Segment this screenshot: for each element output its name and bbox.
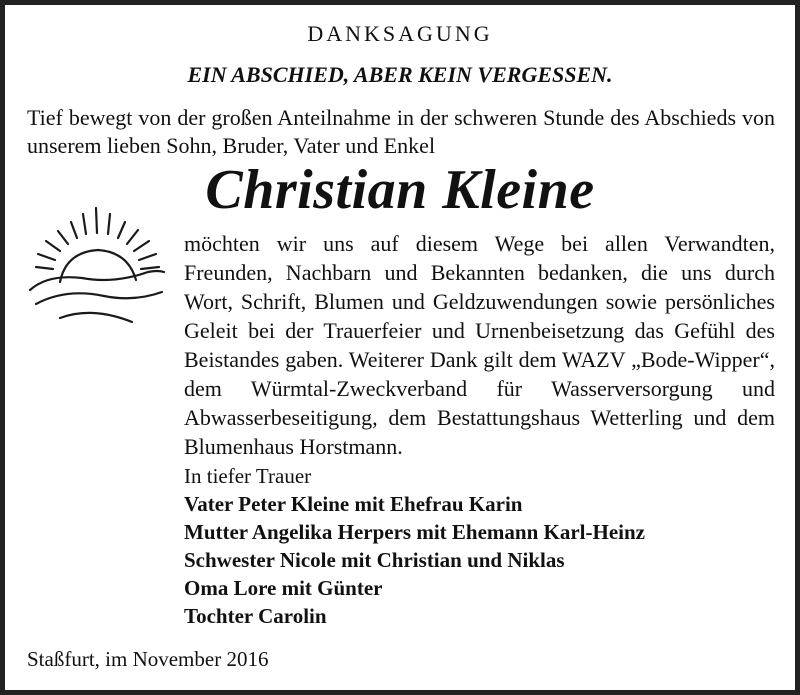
intro-paragraph: Tief bewegt von der großen Anteilnahme in der schweren Stunde des Abschieds von unserem lieben Sohn, Bruder, Vater und Enkel xyxy=(27,105,775,158)
family-member: Oma Lore mit Günter xyxy=(184,576,383,600)
family-member: Tochter Carolin xyxy=(184,604,327,628)
notice-motto: EIN ABSCHIED, ABER KEIN VERGESSEN. xyxy=(187,62,613,87)
sunset-icon xyxy=(22,200,172,330)
family-list xyxy=(184,490,645,630)
family-member: Vater Peter Kleine mit Ehefrau Karin xyxy=(184,492,523,516)
thanks-paragraph: möchten wir uns auf diesem Wege bei allen Verwandten, Freunden, Nachbarn und Bekannten bedanken, die uns durch Wort, Schrift, Blumen und Geldzuwendungen sowie persönliches Geleit bei der Trauerfeier und Urnenbeisetzung das Gefühl des Beistandes gaben. Weiterer Dank gilt dem WAZV „Bode-Wipper“, dem Würmtal-Zweckverband für Wasserversorgung und Abwasserbeseitigung, dem Bestattungshaus Wetterling und dem Blumenhaus Horstmann. xyxy=(184,231,775,459)
deceased-name: Christian Kleine xyxy=(205,159,595,221)
mourning-label: In tiefer Trauer xyxy=(184,464,312,488)
family-member: Schwester Nicole mit Christian und Niklas xyxy=(184,548,565,572)
family-member: Mutter Angelika Herpers mit Ehemann Karl-Heinz xyxy=(184,520,645,544)
place-date: Staßfurt, im November 2016 xyxy=(27,647,269,671)
notice-heading: DANKSAGUNG xyxy=(307,21,493,46)
